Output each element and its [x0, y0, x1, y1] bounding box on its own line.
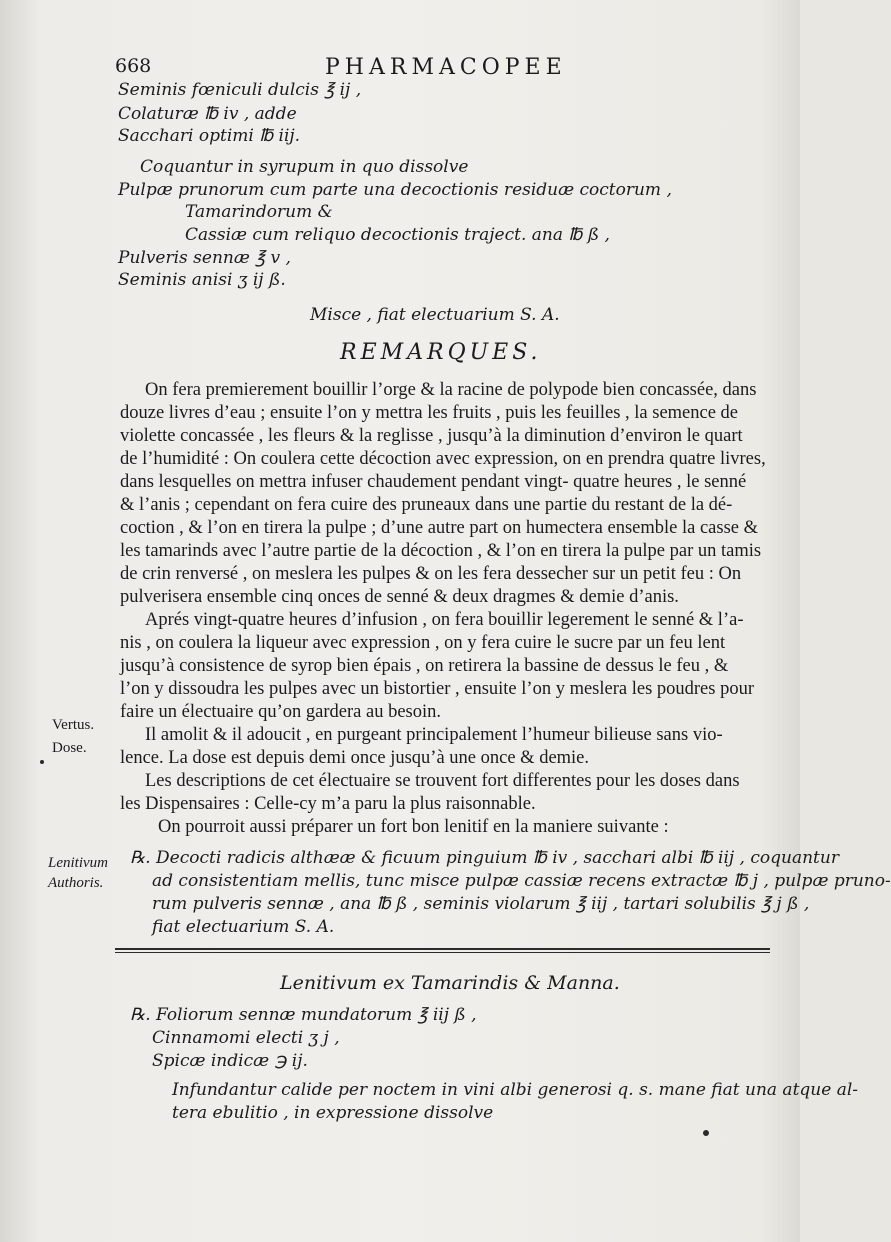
closing-line: Misce , fiat electuarium S. A.: [310, 305, 560, 325]
recipe-line: Seminis anisi ʒ ij ß.: [118, 270, 286, 290]
recipe-line: tera ebulitio , in expressione dissolve: [172, 1103, 494, 1123]
body-line: les tamarinds avec l’autre partie de la décoction , & l’on en tirera la pulpe par un tamis: [120, 541, 762, 561]
margin-note-authoris: Authoris.: [48, 875, 104, 891]
section-divider: [115, 952, 770, 953]
body-line: violette concassée , les fleurs & la reglisse , jusqu’à la diminution d’environ le quart: [120, 426, 743, 446]
lenitivum-line: rum pulveris sennæ , ana ℔ ß , seminis violarum ℥ iij , tartari solubilis ℥ j ß ,: [152, 894, 810, 914]
recipe-line: ℞. Foliorum sennæ mundatorum ℥ iij ß ,: [130, 1005, 477, 1025]
page-number: 668: [115, 55, 152, 77]
lenitivum-line: ad consistentiam mellis, tunc misce pulpæ cassiæ recens extractæ ℔ j , pulpæ pruno-: [152, 871, 891, 891]
body-line: l’on y dissoudra les pulpes avec un bistortier , ensuite l’on y meslera les poudres pour: [120, 679, 754, 699]
body-line: coction , & l’on en tirera la pulpe ; d’une autre part on humectera ensemble la casse &: [120, 518, 758, 538]
margin-note-vertus: Vertus.: [52, 717, 95, 733]
recipe-line: Colaturæ ℔ iv , adde: [118, 104, 297, 124]
body-line: de l’humidité : On coulera cette décoction avec expression, on en prendra quatre livres,: [120, 449, 766, 469]
ink-blot: [703, 1130, 709, 1136]
recipe-line: Coquantur in syrupum in quo dissolve: [140, 157, 469, 177]
body-line: pulverisera ensemble cinq onces de senné & deux dragmes & demie d’anis.: [120, 587, 679, 607]
body-line: lence. La dose est depuis demi once jusqu’à une once & demie.: [120, 748, 590, 768]
lenitivum-line: fiat electuarium S. A.: [152, 917, 335, 937]
margin-note-dose: Dose.: [52, 740, 87, 756]
remarques-heading: REMARQUES.: [340, 340, 542, 365]
body-line: On fera premierement bouillir l’orge & la racine de polypode bien concassée, dans: [145, 380, 757, 400]
body-line: dans lesquelles on mettra infuser chaudement pendant vingt- quatre heures , le senné: [120, 472, 747, 492]
body-line: douze livres d’eau ; ensuite l’on y mettra les fruits , puis les feuilles , la semence de: [120, 403, 739, 423]
body-line: nis , on coulera la liqueur avec expression , on y fera cuire le sucre par un feu lent: [120, 633, 726, 653]
recipe-line: Cassiæ cum reliquo decoctionis traject. ana ℔ ß ,: [185, 225, 610, 245]
recipe-line: Pulpæ prunorum cum parte una decoctionis residuæ coctorum ,: [118, 180, 672, 200]
recipe-line: Sacchari optimi ℔ iij.: [118, 126, 301, 146]
body-line: Les descriptions de cet électuaire se trouvent fort differentes pour les doses dans: [145, 771, 740, 791]
body-line: de crin renversé , on meslera les pulpes & on les fera dessecher sur un petit feu : On: [120, 564, 742, 584]
body-line: jusqu’à consistence de syrop bien épais , on retirera la bassine de dessus le feu , &: [120, 656, 729, 676]
body-line: Aprés vingt-quatre heures d’infusion , on fera bouillir legerement le senné & l’a-: [145, 610, 744, 630]
section-divider: [115, 948, 770, 950]
ink-blot: [40, 760, 44, 764]
recipe-line: Pulveris sennæ ℥ v ,: [118, 248, 291, 268]
body-line: faire un électuaire qu’on gardera au besoin.: [120, 702, 442, 722]
body-line: Il amolit & il adoucit , en purgeant principalement l’humeur bilieuse sans vio-: [145, 725, 723, 745]
section-title: Lenitivum ex Tamarindis & Manna.: [280, 972, 620, 994]
margin-note-lenitivum: Lenitivum: [48, 855, 108, 871]
recipe-line: Spicæ indicæ ℈ ij.: [152, 1051, 308, 1071]
recipe-line: Tamarindorum &: [185, 202, 333, 222]
recipe-line: Infundantur calide per noctem in vini albi generosi q. s. mane fiat una atque al-: [172, 1080, 859, 1100]
body-line: On pourroit aussi préparer un fort bon lenitif en la maniere suivante :: [158, 817, 669, 837]
running-title: PHARMACOPEE: [325, 55, 567, 80]
recipe-line: Seminis fœniculi dulcis ℥ ij ,: [118, 80, 362, 100]
recipe-line: Cinnamomi electi ʒ j ,: [152, 1028, 340, 1048]
body-line: les Dispensaires : Celle-cy m’a paru la plus raisonnable.: [120, 794, 536, 814]
lenitivum-line: ℞. Decocti radicis althææ & ficuum pinguium ℔ iv , sacchari albi ℔ iij , coquantur: [130, 848, 839, 868]
body-line: & l’anis ; cependant on fera cuire des pruneaux dans une partie du restant de la dé-: [120, 495, 733, 515]
